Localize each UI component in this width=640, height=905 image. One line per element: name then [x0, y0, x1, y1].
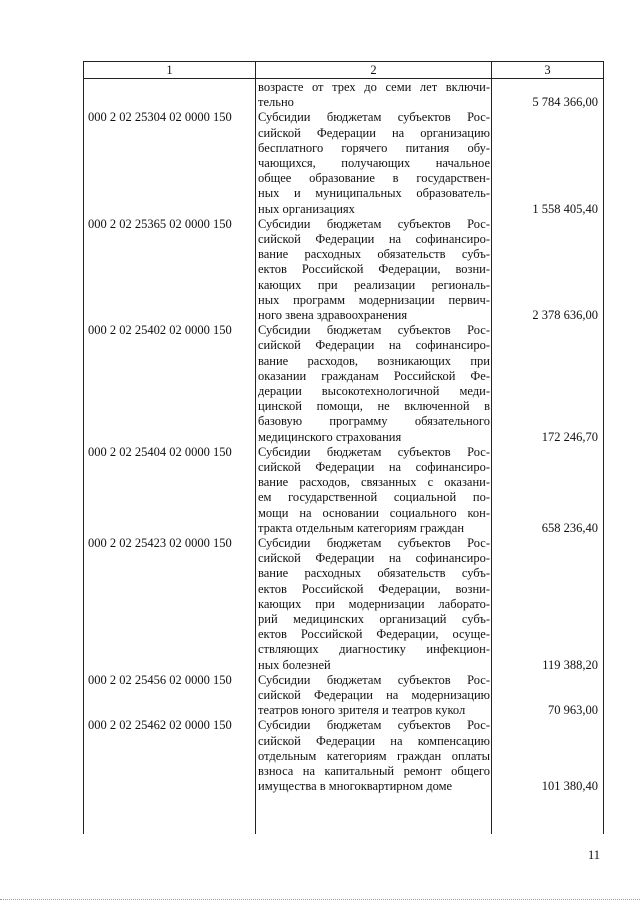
row-description	[258, 323, 490, 445]
amount-value: 658 236,40	[541, 520, 598, 535]
amount-value: 2 378 636,00	[532, 308, 598, 322]
amount-value: 1 558 405,40	[532, 201, 598, 216]
description-line: Субсидии бюджетам субъектов Рос-	[258, 323, 490, 338]
description-line: взноса на капитальный ремонт общего	[258, 763, 490, 778]
description-line: Субсидии бюджетам субъектов Рос-	[258, 536, 490, 550]
description-line: сийской Федерации на софинансиро-	[258, 551, 490, 566]
description-line: базовую программу обязательного	[258, 414, 490, 429]
column-header-3: 3	[544, 63, 551, 77]
description-line: кающих при модернизации лаборато-	[258, 596, 490, 611]
description-line: ных организациях	[258, 201, 355, 216]
amount-value: 119 388,20	[542, 657, 598, 672]
description-line: ных программ модернизации первич-	[258, 292, 490, 307]
description-line: медицинского страхования	[258, 429, 402, 444]
table-right-border	[603, 61, 604, 834]
description-line: Субсидии бюджетам субъектов Рос-	[258, 110, 490, 125]
description-line: общее образование в государствен-	[258, 171, 490, 186]
page-number: 11	[588, 848, 601, 862]
budget-code: 000 2 02 25423 02 0000 150	[88, 536, 232, 550]
row-description	[258, 445, 490, 536]
description-line: кающих при реализации региональ-	[258, 277, 490, 292]
description-line: отдельным категориям граждан оплаты	[258, 748, 490, 763]
row-description	[258, 80, 490, 110]
description-line: вание расходов, возникающих при	[258, 353, 490, 368]
description-line: дерации высокотехнологичной меди-	[258, 383, 490, 398]
budget-code: 000 2 02 25304 02 0000 150	[88, 110, 232, 125]
description-line: сийской Федерации на софинансиро-	[258, 459, 490, 474]
description-line: возрасте от трех до семи лет включи-	[258, 80, 490, 94]
description-line: ных и муниципальных образователь-	[258, 186, 490, 201]
description-line: Субсидии бюджетам субъектов Рос-	[258, 672, 490, 687]
row-description	[258, 718, 490, 794]
description-line: мощи на основании социального кон-	[258, 505, 490, 520]
description-line: вание расходных обязательств субъ-	[258, 247, 490, 262]
description-line: театров юного зрителя и театров кукол	[258, 703, 466, 718]
description-line: тельно	[258, 95, 294, 110]
description-line: ектов Российской Федерации, осуще-	[258, 627, 490, 642]
row-description	[258, 110, 490, 216]
header-bottom-rule	[83, 78, 604, 79]
budget-code: 000 2 02 25365 02 0000 150	[88, 216, 232, 231]
budget-code: 000 2 02 25462 02 0000 150	[88, 718, 232, 733]
budget-code: 000 2 02 25402 02 0000 150	[88, 323, 232, 338]
row-description	[258, 536, 490, 673]
column-divider-2	[491, 61, 492, 834]
description-line: ных болезней	[258, 657, 331, 672]
amount-value: 101 380,40	[541, 779, 598, 794]
amount-value: 5 784 366,00	[532, 95, 598, 110]
page-bottom-edge	[0, 899, 640, 900]
description-line: ного звена здравоохранения	[258, 307, 408, 322]
description-line: вание расходов, связанных с оказани-	[258, 475, 490, 490]
table-left-border	[83, 61, 84, 834]
description-line: ектов Российской Федерации, возни-	[258, 262, 490, 277]
description-line: рий медицинских организаций субъ-	[258, 611, 490, 626]
description-line: ем государственной социальной по-	[258, 490, 490, 505]
description-line: сийской Федерации на организацию	[258, 125, 490, 140]
description-line: Субсидии бюджетам субъектов Рос-	[258, 216, 490, 231]
description-line: сийской Федерации на модернизацию	[258, 687, 490, 702]
description-line: Субсидии бюджетам субъектов Рос-	[258, 718, 490, 733]
description-line: цинской помощи, не включенной в	[258, 399, 490, 414]
column-divider-1	[255, 61, 256, 834]
description-line: вание расходных обязательств субъ-	[258, 566, 490, 581]
description-line: бесплатного горячего питания обу-	[258, 140, 490, 155]
description-line: сийской Федерации на компенсацию	[258, 733, 490, 748]
description-line: сийской Федерации на софинансиро-	[258, 231, 490, 246]
description-line: оказании гражданам Российской Фе-	[258, 368, 490, 383]
amount-value: 172 246,70	[541, 429, 598, 444]
column-header-1: 1	[166, 63, 173, 77]
row-description	[258, 217, 490, 323]
description-line: имущества в многоквартирном доме	[258, 779, 453, 794]
description-line: ствляющих диагностику инфекцион-	[258, 642, 490, 657]
description-line: чающихся, получающих начальное	[258, 155, 490, 170]
amount-value: 70 963,00	[548, 703, 598, 718]
description-line: сийской Федерации на софинансиро-	[258, 338, 490, 353]
description-line: ектов Российской Федерации, возни-	[258, 581, 490, 596]
description-line: Субсидии бюджетам субъектов Рос-	[258, 444, 490, 459]
row-description	[258, 673, 490, 719]
column-header-2: 2	[370, 63, 377, 77]
budget-code: 000 2 02 25456 02 0000 150	[88, 672, 232, 687]
description-line: тракта отдельным категориям граждан	[258, 520, 465, 535]
budget-code: 000 2 02 25404 02 0000 150	[88, 444, 232, 459]
